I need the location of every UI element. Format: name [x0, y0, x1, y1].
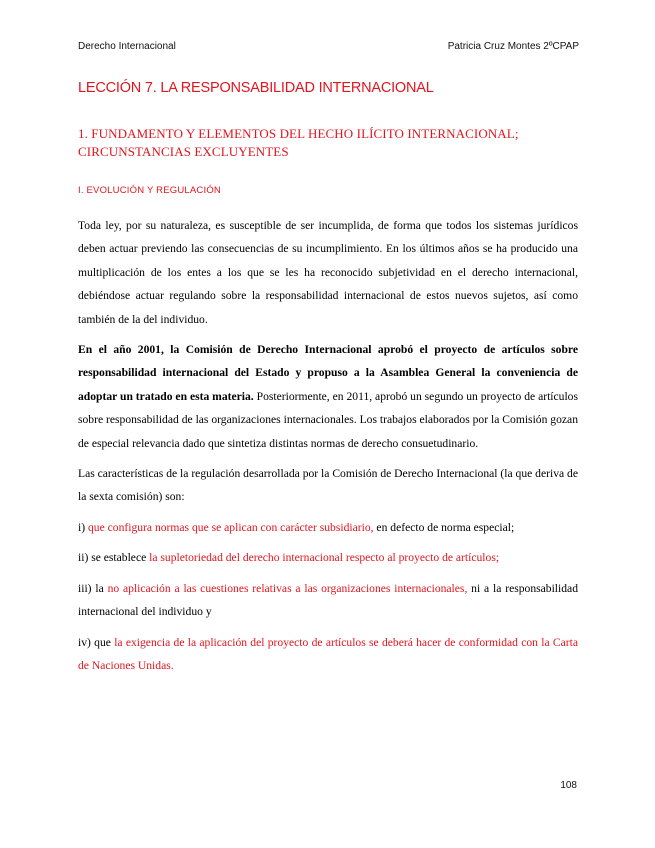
- list-item-iv: [78, 631, 578, 678]
- list-item-ii-prefix: ii) se establece: [78, 551, 150, 565]
- list-item-ii-highlight: la supletoriedad del derecho internacional respecto al proyecto de artículos;: [149, 551, 500, 565]
- list-item-i-prefix: i): [78, 520, 88, 534]
- paragraph-characteristics: Las características de la regulación desarrollada por la Comisión de Derecho Internacional (la que deriva de la sexta comisión) son:: [78, 467, 578, 504]
- section-title: 1. FUNDAMENTO Y ELEMENTOS DEL HECHO ILÍCITO INTERNACIONAL; CIRCUNSTANCIAS EXCLUYENTES: [78, 126, 519, 159]
- header-course: Derecho Internacional: [78, 41, 176, 52]
- list-item-i: [78, 516, 578, 539]
- header-author: Patricia Cruz Montes 2ºCPAP: [447, 41, 579, 52]
- body-text: [78, 214, 578, 684]
- paragraph-history-rest: Posteriormente, en 2011, aprobó un segundo un proyecto de artículos sobre responsabilidad de las organizaciones internacionales. Los trabajos elaborados por la Comisión gozan de especial relevancia dado que sintetiza distintas normas de derecho consuetudinario.: [78, 389, 578, 450]
- paragraph-history: [78, 338, 578, 455]
- list-item-iii-rest: ni a la responsabilidad internacional del individuo y: [78, 581, 578, 619]
- list-item-iii: [78, 577, 578, 624]
- subsection-title: I. EVOLUCIÓN Y REGULACIÓN: [78, 185, 221, 196]
- lesson-title: LECCIÓN 7. LA RESPONSABILIDAD INTERNACIONAL: [78, 80, 434, 96]
- page-number: 108: [560, 780, 577, 791]
- paragraph-intro: Toda ley, por su naturaleza, es susceptible de ser incumplida, de forma que todos los sistemas jurídicos deben actuar previendo las consecuencias de su incumplimiento. En los últimos años se ha producido una multiplicación de los entes a los que se les ha reconocido subjetividad en el derecho internacional, debiéndose actuar regulando sobre la responsabilidad internacional de estos nuevos sujetos, así como también de la del individuo.: [78, 219, 578, 326]
- list-item-iii-highlight: no aplicación a las cuestiones relativas a las organizaciones internacionales,: [107, 581, 468, 595]
- list-item-iii-prefix: iii) la: [78, 581, 108, 595]
- list-item-i-rest: en defecto de norma especial;: [373, 520, 515, 534]
- list-item-iv-prefix: iv) que: [78, 635, 115, 649]
- paragraph-history-bold: En el año 2001, la Comisión de Derecho Internacional aprobó el proyecto de artículos sobre responsabilidad internacional del Estado y propuso a la Asamblea General la conveniencia de adoptar un tratado en esta materia.: [78, 343, 578, 403]
- list-item-i-highlight: que configura normas que se aplican con carácter subsidiario,: [87, 520, 374, 534]
- list-item-iv-highlight: la exigencia de la aplicación del proyecto de artículos se deberá hacer de conformidad con la Carta de Naciones Unidas.: [78, 635, 579, 672]
- list-item-ii: [78, 546, 578, 569]
